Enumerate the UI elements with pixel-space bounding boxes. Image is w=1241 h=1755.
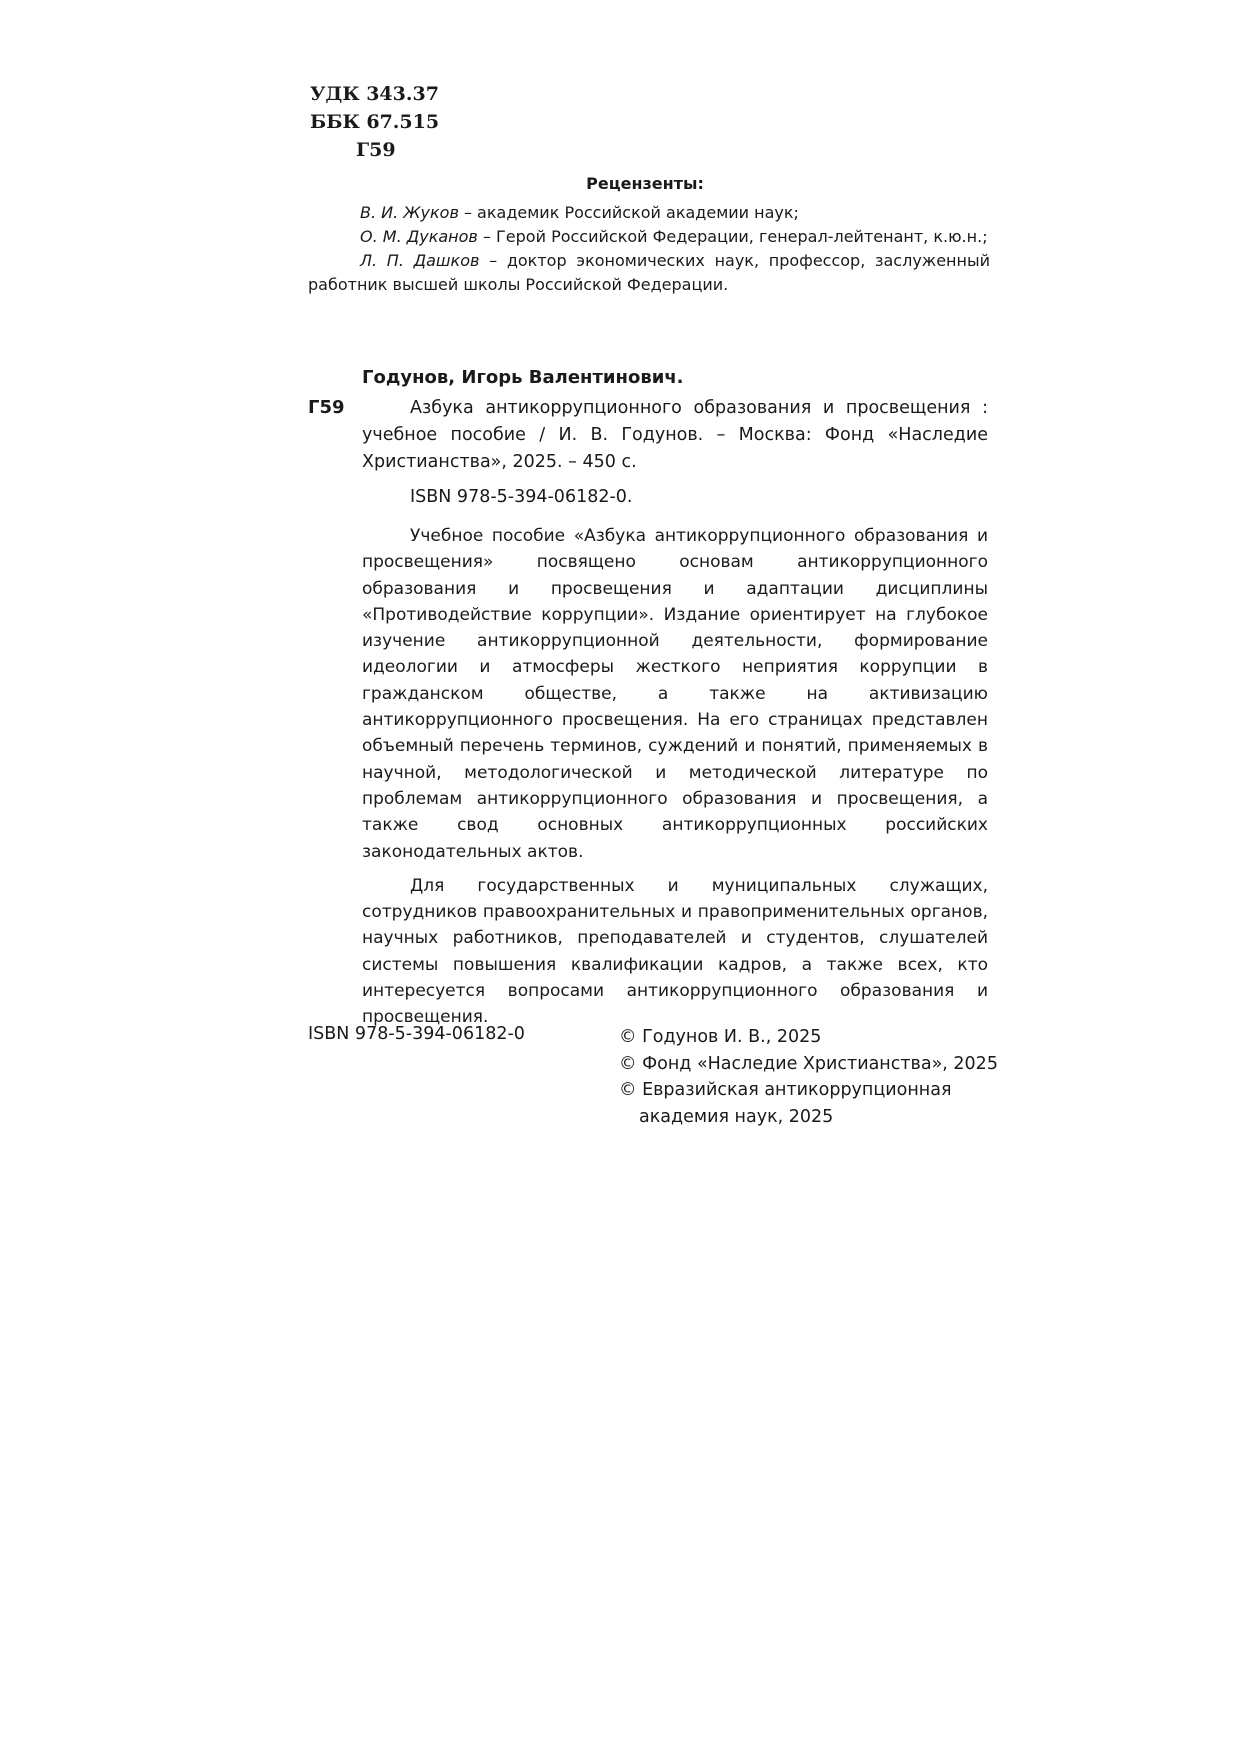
reviewer-desc: – Герой Российской Федерации, генерал-лейтенант, к.ю.н.; (477, 227, 988, 246)
author-sign: Г59 (356, 139, 396, 161)
copyright-academy: © Евразийская антикоррупционная (619, 1080, 952, 1100)
classification-codes (310, 80, 439, 164)
card-author: Годунов, Игорь Валентинович. (362, 367, 684, 388)
reviewer-name: Л. П. Дашков (360, 251, 480, 270)
udk-code: УДК 343.37 (310, 83, 439, 105)
reviewer-item (308, 225, 990, 249)
reviewer-item (308, 201, 990, 225)
bibliographic-title: Азбука антикоррупционного образования и просвещения : учебное пособие / И. В. Годунов. – Москва: Фонд «Наследие Христианства», 2025. – 450 с. (362, 398, 988, 472)
bibliographic-record (362, 395, 988, 511)
reviewer-desc: – академик Российской академии наук; (458, 203, 799, 222)
reviewer-desc: – доктор экономических наук, профессор, заслуженный работник высшей школы Российской Федерации. (308, 251, 991, 294)
reviewers-title: Рецензенты: (586, 174, 704, 193)
reviewer-name: О. М. Дуканов (360, 227, 478, 246)
annotation-paragraph: Для государственных и муниципальных служащих, сотрудников правоохранительных и правоприменительных органов, научных работников, преподавателей и студентов, слушателей системы повышения квалификации кадров, а также всех, кто интересуется вопросами антикоррупционного образования и просвещения. (362, 875, 988, 1028)
copyright-block (619, 1024, 999, 1130)
annotation (362, 523, 988, 1031)
copyright-author: © Годунов И. В., 2025 (619, 1027, 822, 1047)
card-isbn: ISBN 978-5-394-06182-0. (410, 487, 633, 507)
copyright-publisher: © Фонд «Наследие Христианства», 2025 (619, 1053, 998, 1074)
card-code: Г59 (308, 397, 345, 418)
copyright-academy-continued: академия наук, 2025 (639, 1106, 834, 1127)
reviewer-name: В. И. Жуков (360, 203, 459, 222)
annotation-paragraph: Учебное пособие «Азбука антикоррупционного образования и просвещения» посвящено основам антикоррупционного образования и просвещения и адаптации дисциплины «Противодействие коррупции». Издание ориентирует на глубокое изучение антикоррупционной деятельности, формирование идеологии и атмосферы жесткого неприятия коррупции в гражданском обществе, а также на активизацию антикоррупционного просвещения. На его страницах представлен объемный перечень терминов, суждений и понятий, применяемых в научной, методологической и методической литературе по проблемам антикоррупционного образования и просвещения, а также свод основных антикоррупционных российских законодательных актов. (362, 526, 988, 862)
reviewer-item (308, 249, 990, 297)
reviewers-list (308, 201, 990, 297)
footer-isbn: ISBN 978-5-394-06182-0 (308, 1024, 525, 1044)
bbk-code: ББК 67.515 (310, 111, 440, 133)
